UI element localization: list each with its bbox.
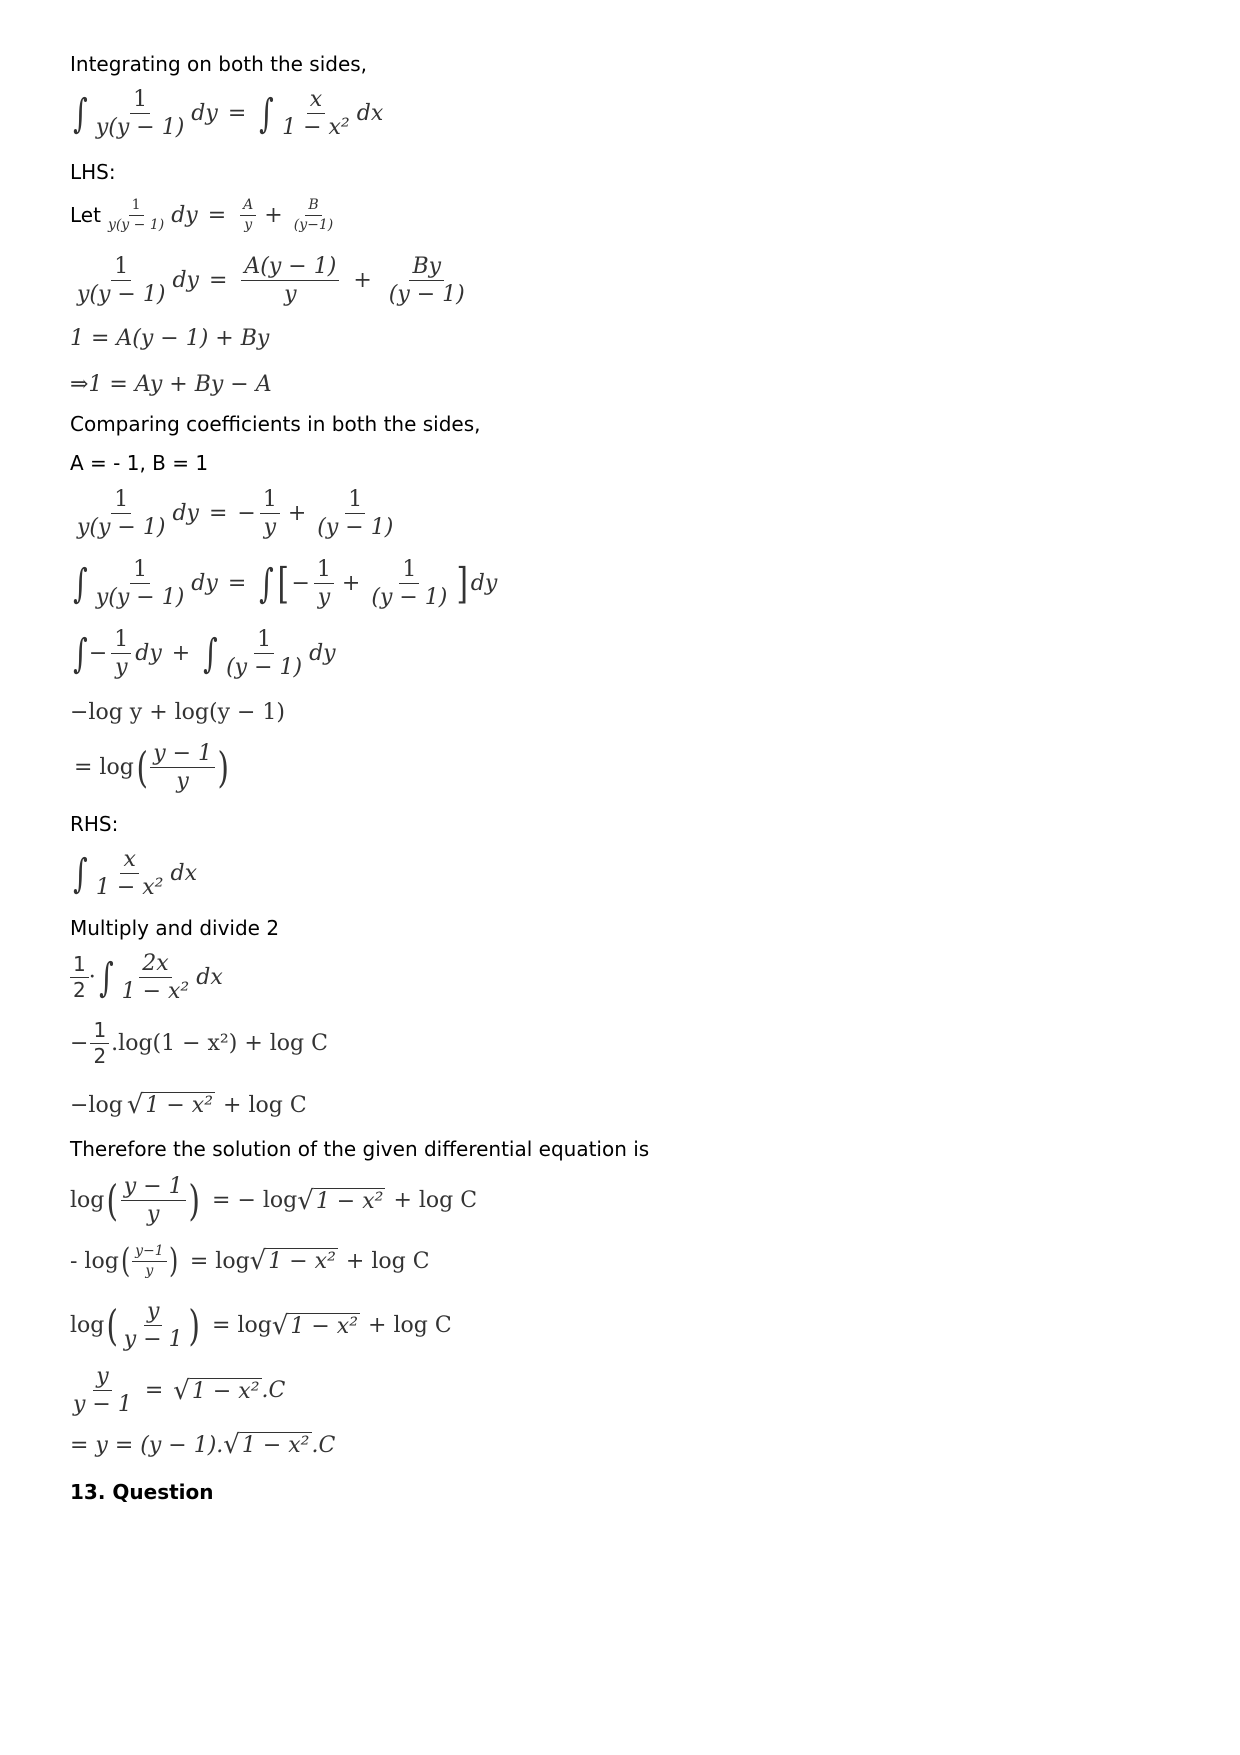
- equation-integral-split: ∫ $\frac{1}{y(y - 1)}$ dy = ∫ [ − $\frac{1}{y}$ + $\frac{1}{(y - 1)}$ ] dy: [73, 557, 498, 611]
- therefore-text: Therefore the solution of the given differential equation is: [70, 1137, 650, 1161]
- equation-substituted: $\frac{1}{y(y - 1)}$ dy = − $\frac{1}{y}$ + $\frac{1}{(y - 1)}$: [77, 487, 394, 541]
- ab-values: A = - 1, B = 1: [70, 451, 209, 475]
- document-page: [70, 0, 1190, 1755]
- equation-let-partial: Let $\frac{1}{y(y - 1)}$ dy = $\frac{A}{y}$ + $\frac{B}{(y-1)}$: [70, 197, 334, 233]
- equation-two-integrals: ∫ − $\frac{1}{y}$ dy + ∫ $\frac{1}{(y - 1)}$ dy: [73, 627, 336, 681]
- equation-final: = y = (y − 1). √ 1 − x² .C: [70, 1430, 336, 1460]
- question-heading: 13. Question: [70, 1480, 214, 1504]
- multiply-text: Multiply and divide 2: [70, 916, 280, 940]
- equation-solution-1: log ( $\frac{y - 1}{y}$ ) = − log √ 1 − x² + log C: [70, 1174, 478, 1228]
- equation-log-sum: −log y + log(y − 1): [70, 700, 286, 725]
- equation-line-1: 1 = A(y − 1) + By: [70, 326, 270, 351]
- equation-line-2: ⇒1 = Ay + By − A: [70, 372, 272, 397]
- rhs-label: RHS:: [70, 812, 119, 836]
- equation-half-log: − $\frac{1}{2}$ .log(1 − x²) + log C: [70, 1018, 328, 1068]
- comparing-text: Comparing coefficients in both the sides,: [70, 412, 481, 436]
- intro-text: Integrating on both the sides,: [70, 52, 368, 76]
- lhs-label: LHS:: [70, 160, 116, 184]
- equation-solution-3: log ( $\frac{y}{y - 1}$ ) = log √ 1 − x² + log C: [70, 1299, 452, 1353]
- equation-multiply-divide: $\frac{1}{2}$ · ∫ $\frac{2x}{\text{1 − x²}}$ dx: [70, 952, 223, 1003]
- equation-solution-4: $\frac{y}{y - 1}$ = √ 1 − x² .C: [73, 1364, 286, 1418]
- equation-integral-setup: ∫ $\frac{1}{y(y - 1)}$ dy = ∫ $\frac{x}{\text{1 − x²}}$ dx: [73, 87, 384, 141]
- equation-partial-fractions: $\frac{1}{y(y - 1)}$ dy = $\frac{A(y - 1)}{y}$ + $\frac{By}{(y - 1)}$: [77, 254, 465, 308]
- equation-solution-2: - log ( $\frac{y-1}{y}$ ) = log √ 1 − x² + log C: [70, 1241, 430, 1282]
- equation-log-result: = log ( $\frac{y - 1}{y}$ ): [74, 741, 229, 795]
- equation-rhs-integral: ∫ $\frac{x}{\text{1 − x²}}$ dx: [73, 847, 197, 901]
- equation-neg-log-sqrt: −log √ 1 − x² + log C: [70, 1090, 307, 1120]
